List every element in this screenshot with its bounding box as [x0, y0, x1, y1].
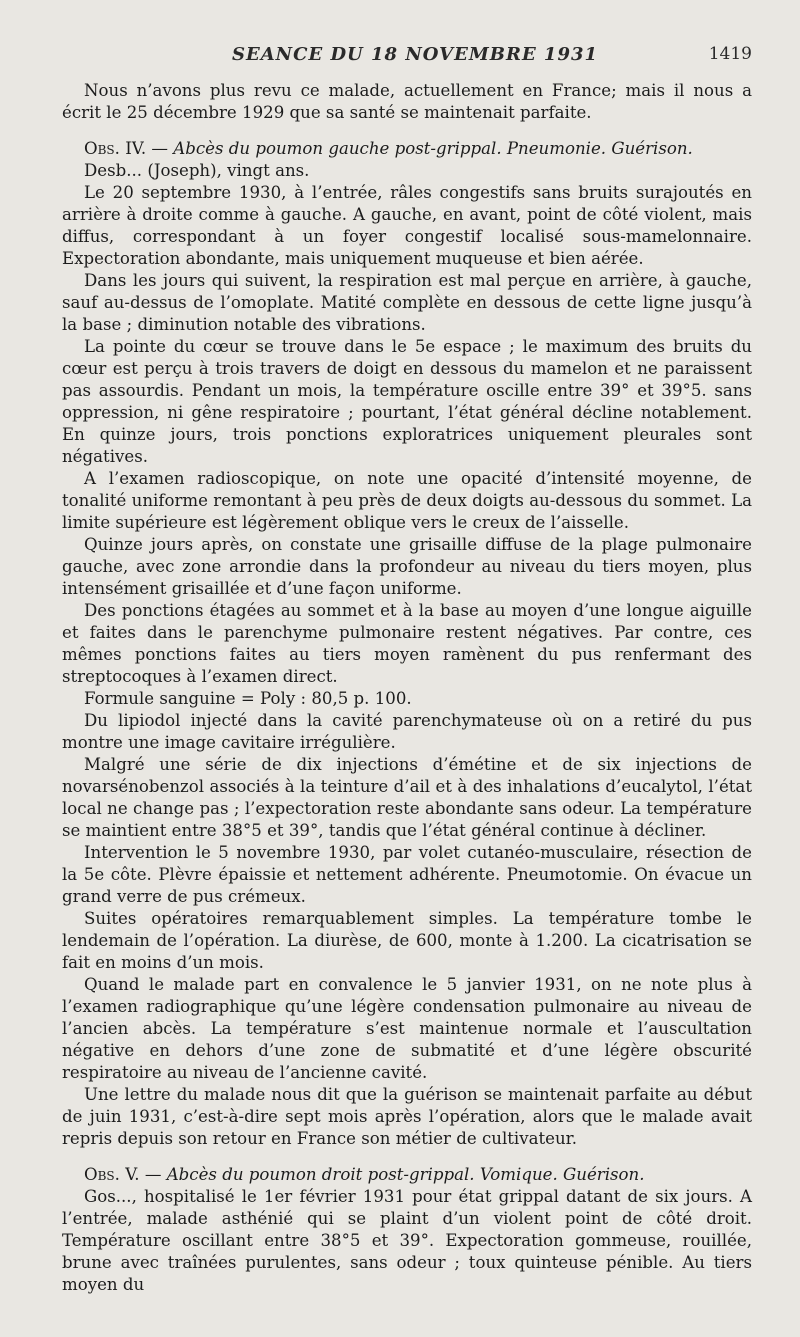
paragraph: Dans les jours qui suivent, la respiration est mal perçue en arrière, à gauche, sauf au-dessus de l’omoplate. Matité complète en dessous de cette ligne jusqu’à la base ; diminution notable des vibrations. [62, 271, 752, 334]
observation-label: Obs. IV. — [84, 139, 168, 158]
paragraph: Suites opératoires remarquablement simples. La température tombe le lendemain de l’opération. La diurèse, de 600, monte à 1.200. La cicatrisation se fait en moins d’un mois. [62, 909, 752, 972]
paragraph: Formule sanguine = Poly : 80,5 p. 100. [84, 689, 412, 708]
paragraph: Du lipiodol injecté dans la cavité parenchymateuse où on a retiré du pus montre une image cavitaire irrégulière. [62, 711, 752, 752]
paragraph: Intervention le 5 novembre 1930, par volet cutanéo-musculaire, résection de la 5e côte. Plèvre épaissie et nettement adhérente. Pneumotomie. On évacue un grand verre de pus crémeux. [62, 843, 752, 906]
paragraph: A l’examen radioscopique, on note une opacité d’intensité moyenne, de tonalité uniforme remontant à peu près de deux doigts au-dessous du sommet. La limite supérieure est légèrement oblique vers le creux de l’aisselle. [62, 469, 752, 532]
body-text [62, 80, 752, 1296]
paragraph: Le 20 septembre 1930, à l’entrée, râles congestifs sans bruits surajoutés en arrière à droite comme à gauche. A gauche, en avant, point de côté violent, mais diffus, correspondant à un foyer congestif localisé sous-mamelonnaire. Expectoration abondante, mais uniquement muqueuse et bien aérée. [62, 183, 752, 268]
paragraph: Nous n’avons plus revu ce malade, actuellement en France; mais il nous a écrit le 25 décembre 1929 que sa santé se maintenait parfaite. [62, 81, 752, 122]
page-header [62, 40, 752, 80]
observation-heading [62, 1164, 752, 1186]
paragraph: Desb... (Joseph), vingt ans. [84, 161, 310, 180]
observation-title: Abcès du poumon droit post-grippal. Vomique. Guérison. [166, 1165, 645, 1184]
paragraph: Malgré une série de dix injections d’émétine et de six injections de novarsénobenzol associés à la teinture d’ail et à des inhalations d’eucalytol, l’état local ne change pas ; l’expectoration reste abondante sans odeur. La température se maintient entre 38°5 et 39°, tandis que l’état général continue à décliner. [62, 755, 752, 840]
observation-label: Obs. V. — [84, 1165, 162, 1184]
paragraph: Des ponctions étagées au sommet et à la base au moyen d’une longue aiguille et faites dans le parenchyme pulmonaire restent négatives. Par contre, ces mêmes ponctions faites au tiers moyen ramènent du pus renfermant des streptocoques à l’examen direct. [62, 601, 752, 686]
paragraph: La pointe du cœur se trouve dans le 5e espace ; le maximum des bruits du cœur est perçu à trois travers de doigt en dessous du mamelon et ne paraissent pas assourdis. Pendant un mois, la température oscille entre 39° et 39°5. sans oppression, ni gêne respiratoire ; pourtant, l’état général décline notablement. En quinze jours, trois ponctions exploratrices uniquement pleurales sont négatives. [62, 337, 752, 466]
paragraph: Gos..., hospitalisé le 1er février 1931 pour état grippal datant de six jours. A l’entrée, malade asthénié qui se plaint d’un violent point de côté droit. Température oscillant entre 38°5 et 39°. Expectoration gommeuse, rouillée, brune avec traînées purulentes, sans odeur ; toux quinteuse pénible. Au tiers moyen du [62, 1187, 752, 1294]
paragraph: Quinze jours après, on constate une grisaille diffuse de la plage pulmonaire gauche, avec zone arrondie dans la profondeur au niveau du tiers moyen, plus intensément grisaillée et d’une façon uniforme. [62, 535, 752, 598]
observation-title: Abcès du poumon gauche post-grippal. Pneumonie. Guérison. [173, 139, 693, 158]
paragraph: Quand le malade part en convalence le 5 janvier 1931, on ne note plus à l’examen radiographique qu’une légère condensation pulmonaire au niveau de l’ancien abcès. La température s’est maintenue normale et l’auscultation négative en dehors d’une zone de submatité et d’une légère obscurité respiratoire au niveau de l’ancienne cavité. [62, 975, 752, 1082]
paragraph: Une lettre du malade nous dit que la guérison se maintenait parfaite au début de juin 1931, c’est-à-dire sept mois après l’opération, alors que le malade avait repris depuis son retour en France son métier de cultivateur. [62, 1085, 752, 1148]
running-head: SEANCE DU 18 NOVEMBRE 1931 [232, 44, 599, 65]
page-number: 1419 [708, 44, 752, 64]
observation-heading [62, 138, 752, 160]
